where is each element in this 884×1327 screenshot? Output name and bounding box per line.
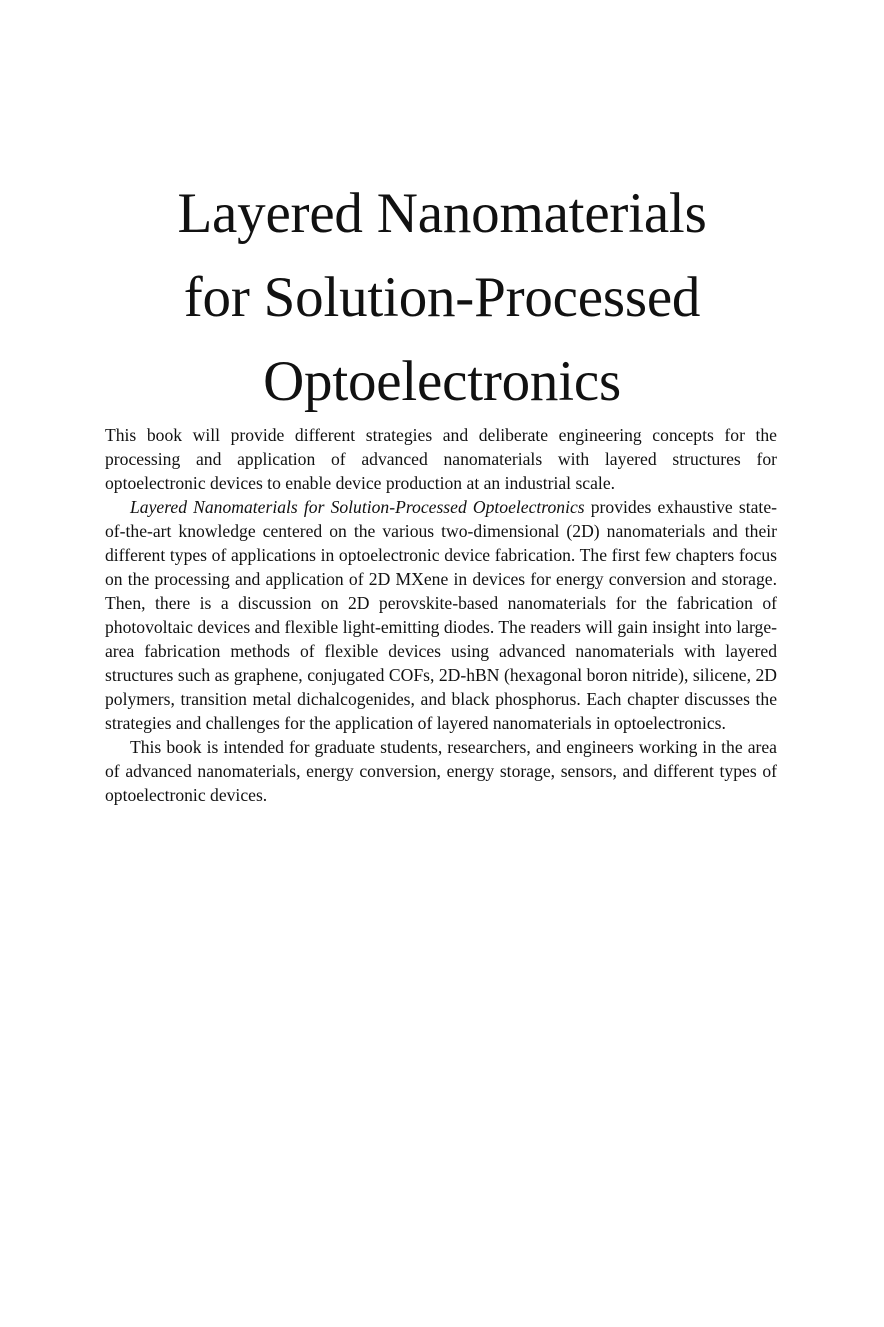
book-title-line-1: Layered Nanomaterials	[177, 182, 707, 245]
description-paragraph-1: This book will provide different strategies and deliberate engineering concepts for the processing and application of advanced nanomaterials with layered structures for optoelectronic devices to enable device production at an industrial scale.	[105, 425, 777, 493]
description-paragraph-2	[105, 495, 777, 735]
book-description	[105, 423, 777, 807]
book-title	[0, 172, 884, 424]
book-title-line-3: Optoelectronics	[263, 350, 621, 413]
description-paragraph-2-text: provides exhaustive state-of-the-art knowledge centered on the various two-dimensional (2D) nanomaterials and their different types of applications in optoelectronic device fabrication. The first few chapters focus on the processing and application of 2D MXene in devices for energy conversion and storage. Then, there is a discussion on 2D perovskite-based nanomaterials for the fabrication of photovoltaic devices and flexible light-emitting diodes. The readers will gain insight into large-area fabrication methods of flexible devices using advanced nanomaterials with layered structures such as graphene, conjugated COFs, 2D-hBN (hexagonal boron nitride), silicene, 2D polymers, transition metal dichalcogenides, and black phosphorus. Each chapter discusses the strategies and challenges for the application of layered nanomaterials in optoelectronics.	[105, 497, 777, 733]
description-paragraph-3: This book is intended for graduate students, researchers, and engineers working in the area of advanced nanomaterials, energy conversion, energy storage, sensors, and different types of optoelectronic devices.	[105, 737, 777, 805]
book-title-line-2: for Solution-Processed	[183, 266, 701, 329]
book-title-italic: Layered Nanomaterials for Solution-Processed Optoelectronics	[130, 497, 585, 517]
